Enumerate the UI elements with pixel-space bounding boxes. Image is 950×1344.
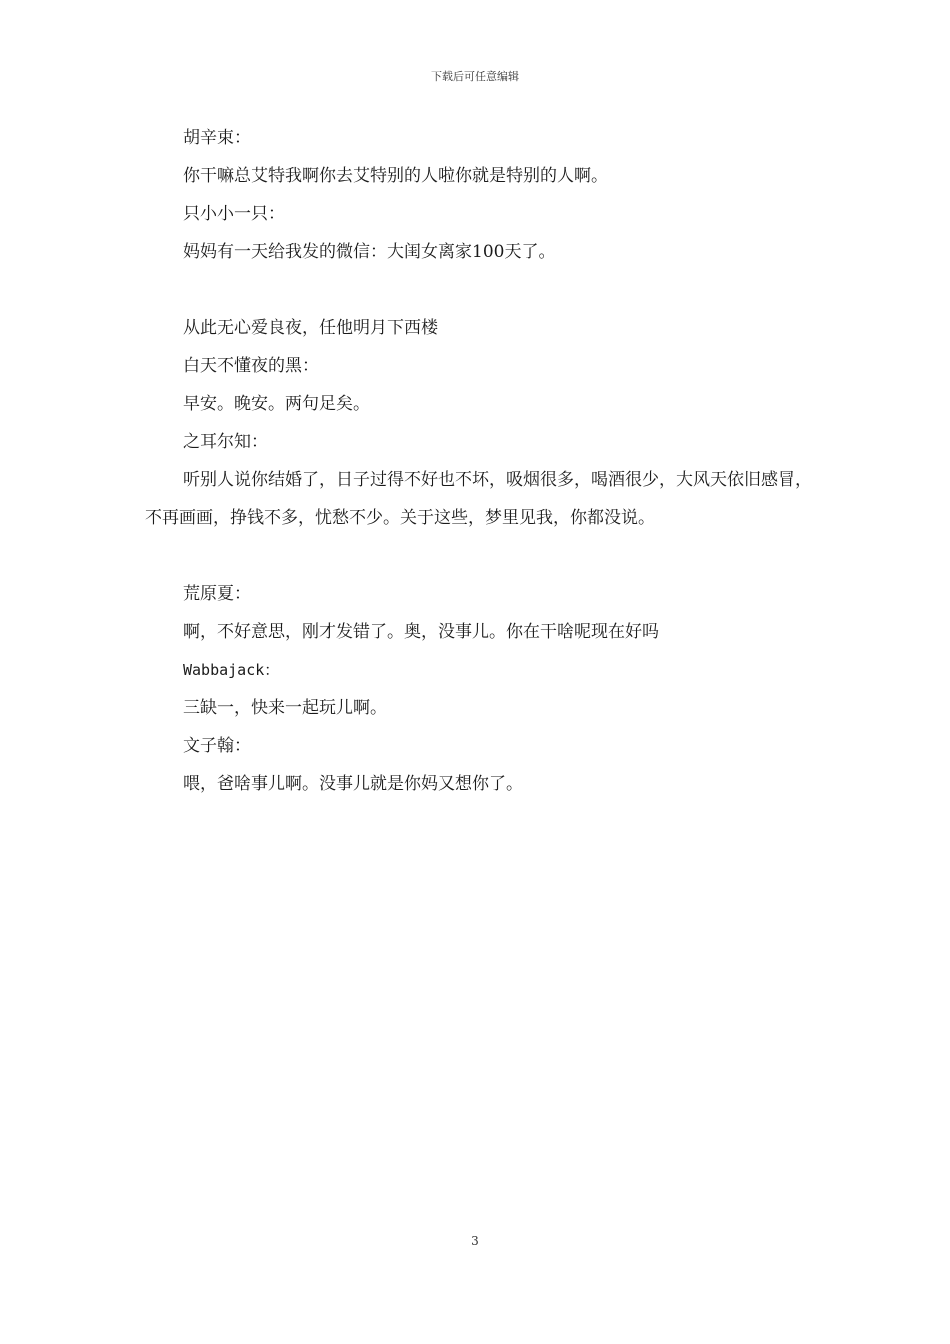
message-text: 妈妈有一天给我发的微信：大闺女离家100天了。	[183, 242, 556, 262]
speaker-name: 胡辛束：	[183, 128, 251, 148]
message-text: 三缺一，快来一起玩儿啊。	[183, 698, 387, 718]
page-number: 3	[471, 1234, 479, 1248]
message-text: 你干嘛总艾特我啊你去艾特别的人啦你就是特别的人啊。	[183, 166, 608, 186]
blank-line	[145, 537, 825, 575]
message-paragraph: 听别人说你结婚了，日子过得不好也不坏，吸烟很多，喝酒很少，大风天依旧感冒，不再画画，挣钱不多，忧愁不少。关于这些，梦里见我，你都没说。	[145, 470, 812, 528]
speaker-name: 荒原夏：	[183, 584, 251, 604]
message-text: 早安。晚安。两句足矣。	[183, 394, 370, 414]
section-heading: 从此无心爱良夜，任他明月下西楼	[183, 318, 438, 338]
speaker-name: 之耳尔知：	[183, 432, 268, 452]
speaker-name: 白天不懂夜的黑：	[183, 356, 319, 376]
page-header: 下载后可任意编辑	[431, 70, 519, 83]
message-text: 喂，爸啥事儿啊。没事儿就是你妈又想你了。	[183, 774, 523, 794]
blank-line	[145, 271, 825, 309]
speaker-name: Wabbajack：	[183, 661, 280, 679]
speaker-name: 只小小一只：	[183, 204, 285, 224]
document-body	[145, 119, 825, 803]
speaker-name: 文子翰：	[183, 736, 251, 756]
message-text: 啊，不好意思，刚才发错了。奥，没事儿。你在干啥呢现在好吗	[183, 622, 659, 642]
